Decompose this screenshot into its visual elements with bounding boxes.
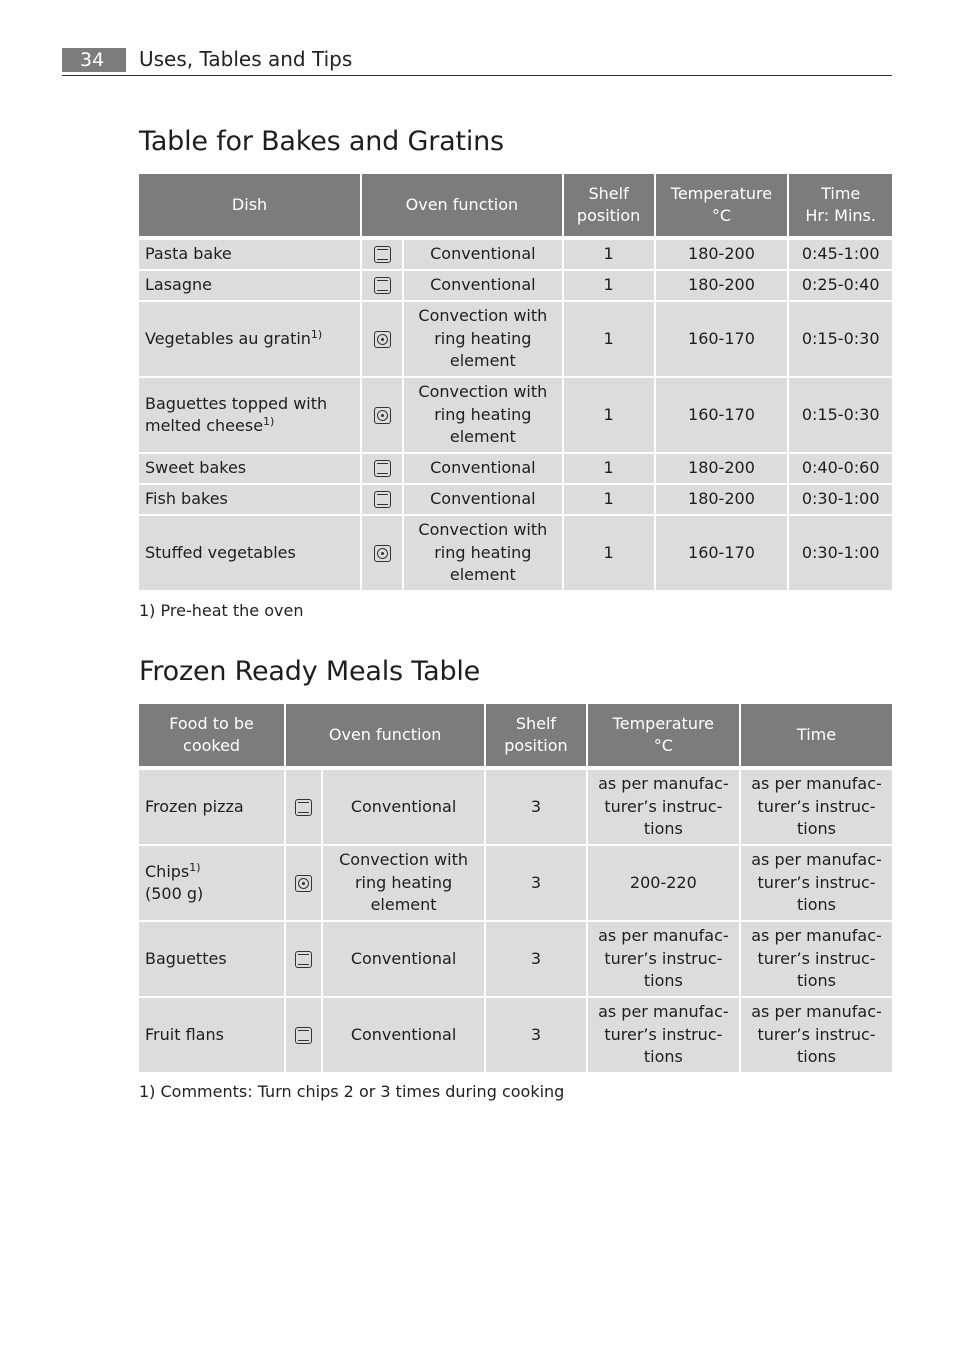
table-row <box>139 516 892 590</box>
function-cell: Convection with ring heating element <box>404 378 562 452</box>
footnote-marker: 1) <box>263 415 275 428</box>
dish-cell: Stuffed vegetables <box>139 516 360 590</box>
table-row <box>139 998 892 1072</box>
table-row <box>139 378 892 452</box>
function-icon-cell <box>286 770 321 844</box>
time-cell: as per manufac- turer’s instruc- tions <box>741 846 892 920</box>
function-icon-cell <box>362 516 402 590</box>
time-cell: 0:25-0:40 <box>789 271 892 300</box>
header-temperature: Temperature °C <box>588 704 739 766</box>
frozen-table-title: Frozen Ready Meals Table <box>139 656 481 687</box>
function-icon-cell <box>286 846 321 920</box>
dish-cell: Baguettes topped with melted cheese$^{1)}$ <box>139 378 360 452</box>
time-cell: 0:40-0:60 <box>789 454 892 483</box>
header-oven-function: Oven function <box>286 704 484 766</box>
conventional-icon <box>295 799 312 816</box>
function-cell: Conventional <box>323 922 484 996</box>
frozen-footnote: 1) Comments: Turn chips 2 or 3 times during cooking <box>139 1082 565 1101</box>
conventional-icon <box>374 460 391 477</box>
conventional-icon <box>374 246 391 263</box>
time-cell: 0:30-1:00 <box>789 485 892 514</box>
conventional-icon <box>295 1027 312 1044</box>
food-cell: Frozen pizza <box>139 770 284 844</box>
function-cell: Conventional <box>404 485 562 514</box>
temperature-cell: 200-220 <box>588 846 739 920</box>
shelf-cell: 1 <box>564 378 654 452</box>
function-cell: Conventional <box>404 240 562 269</box>
table-row <box>139 770 892 844</box>
function-icon-cell <box>362 271 402 300</box>
time-cell: 0:15-0:30 <box>789 302 892 376</box>
table-header-row <box>139 704 892 766</box>
function-icon-cell <box>362 302 402 376</box>
header-shelf-position: Shelf position <box>564 174 654 236</box>
table-row <box>139 271 892 300</box>
shelf-cell: 1 <box>564 302 654 376</box>
shelf-cell: 3 <box>486 922 586 996</box>
temperature-cell: as per manufac- turer’s instruc- tions <box>588 998 739 1072</box>
table-row <box>139 922 892 996</box>
temperature-cell: 160-170 <box>656 378 788 452</box>
conventional-icon <box>374 277 391 294</box>
dish-cell: Lasagne <box>139 271 360 300</box>
bakes-gratins-table <box>137 172 894 592</box>
food-cell: Baguettes <box>139 922 284 996</box>
dish-cell: Sweet bakes <box>139 454 360 483</box>
fan-ring-icon <box>374 545 391 562</box>
bakes-table-title: Table for Bakes and Gratins <box>139 126 504 157</box>
food-cell: Fruit flans <box>139 998 284 1072</box>
shelf-cell: 1 <box>564 516 654 590</box>
function-icon-cell <box>362 240 402 269</box>
header-oven-function: Oven function <box>362 174 562 236</box>
page-number: 34 <box>62 48 126 72</box>
shelf-cell: 3 <box>486 846 586 920</box>
temperature-cell: as per manufac- turer’s instruc- tions <box>588 770 739 844</box>
frozen-meals-table <box>137 702 894 1074</box>
function-icon-cell <box>286 922 321 996</box>
table-row <box>139 302 892 376</box>
shelf-cell: 3 <box>486 998 586 1072</box>
temperature-cell: as per manufac- turer’s instruc- tions <box>588 922 739 996</box>
function-cell: Conventional <box>404 271 562 300</box>
function-cell: Convection with ring heating element <box>323 846 484 920</box>
shelf-cell: 1 <box>564 454 654 483</box>
table-row <box>139 454 892 483</box>
function-cell: Convection with ring heating element <box>404 516 562 590</box>
fan-ring-icon <box>374 331 391 348</box>
temperature-cell: 180-200 <box>656 240 788 269</box>
dish-cell: Fish bakes <box>139 485 360 514</box>
time-cell: 0:15-0:30 <box>789 378 892 452</box>
function-cell: Conventional <box>323 998 484 1072</box>
time-cell: 0:30-1:00 <box>789 516 892 590</box>
page-header <box>62 46 892 76</box>
header-shelf-position: Shelf position <box>486 704 586 766</box>
table-header-row <box>139 174 892 236</box>
shelf-cell: 1 <box>564 271 654 300</box>
function-cell: Conventional <box>323 770 484 844</box>
shelf-cell: 1 <box>564 240 654 269</box>
table-row <box>139 846 892 920</box>
table-row <box>139 485 892 514</box>
shelf-cell: 3 <box>486 770 586 844</box>
function-icon-cell <box>362 454 402 483</box>
temperature-cell: 160-170 <box>656 302 788 376</box>
bakes-footnote: 1) Pre-heat the oven <box>139 601 304 620</box>
time-cell: as per manufac- turer’s instruc- tions <box>741 770 892 844</box>
footnote-marker: 1) <box>189 860 201 874</box>
temperature-cell: 180-200 <box>656 485 788 514</box>
time-cell: as per manufac- turer’s instruc- tions <box>741 922 892 996</box>
conventional-icon <box>374 491 391 508</box>
function-cell: Conventional <box>404 454 562 483</box>
dish-cell: Pasta bake <box>139 240 360 269</box>
header-food: Food to be cooked <box>139 704 284 766</box>
footnote-marker: 1) <box>310 327 323 341</box>
function-icon-cell <box>362 378 402 452</box>
food-cell: Chips$^{1)}$ (500 g) <box>139 846 284 920</box>
function-icon-cell <box>362 485 402 514</box>
time-cell: 0:45-1:00 <box>789 240 892 269</box>
conventional-icon <box>295 951 312 968</box>
header-dish: Dish <box>139 174 360 236</box>
header-temperature: Temperature °C <box>656 174 788 236</box>
header-time: Time Hr: Mins. <box>789 174 892 236</box>
shelf-cell: 1 <box>564 485 654 514</box>
time-cell: as per manufac- turer’s instruc- tions <box>741 998 892 1072</box>
temperature-cell: 180-200 <box>656 271 788 300</box>
fan-ring-icon <box>374 407 391 424</box>
temperature-cell: 160-170 <box>656 516 788 590</box>
table-row <box>139 240 892 269</box>
dish-cell: Vegetables au gratin$^{1)}$ <box>139 302 360 376</box>
section-title: Uses, Tables and Tips <box>139 47 353 71</box>
temperature-cell: 180-200 <box>656 454 788 483</box>
fan-ring-icon <box>295 875 312 892</box>
header-time: Time <box>741 704 892 766</box>
function-cell: Convection with ring heating element <box>404 302 562 376</box>
function-icon-cell <box>286 998 321 1072</box>
